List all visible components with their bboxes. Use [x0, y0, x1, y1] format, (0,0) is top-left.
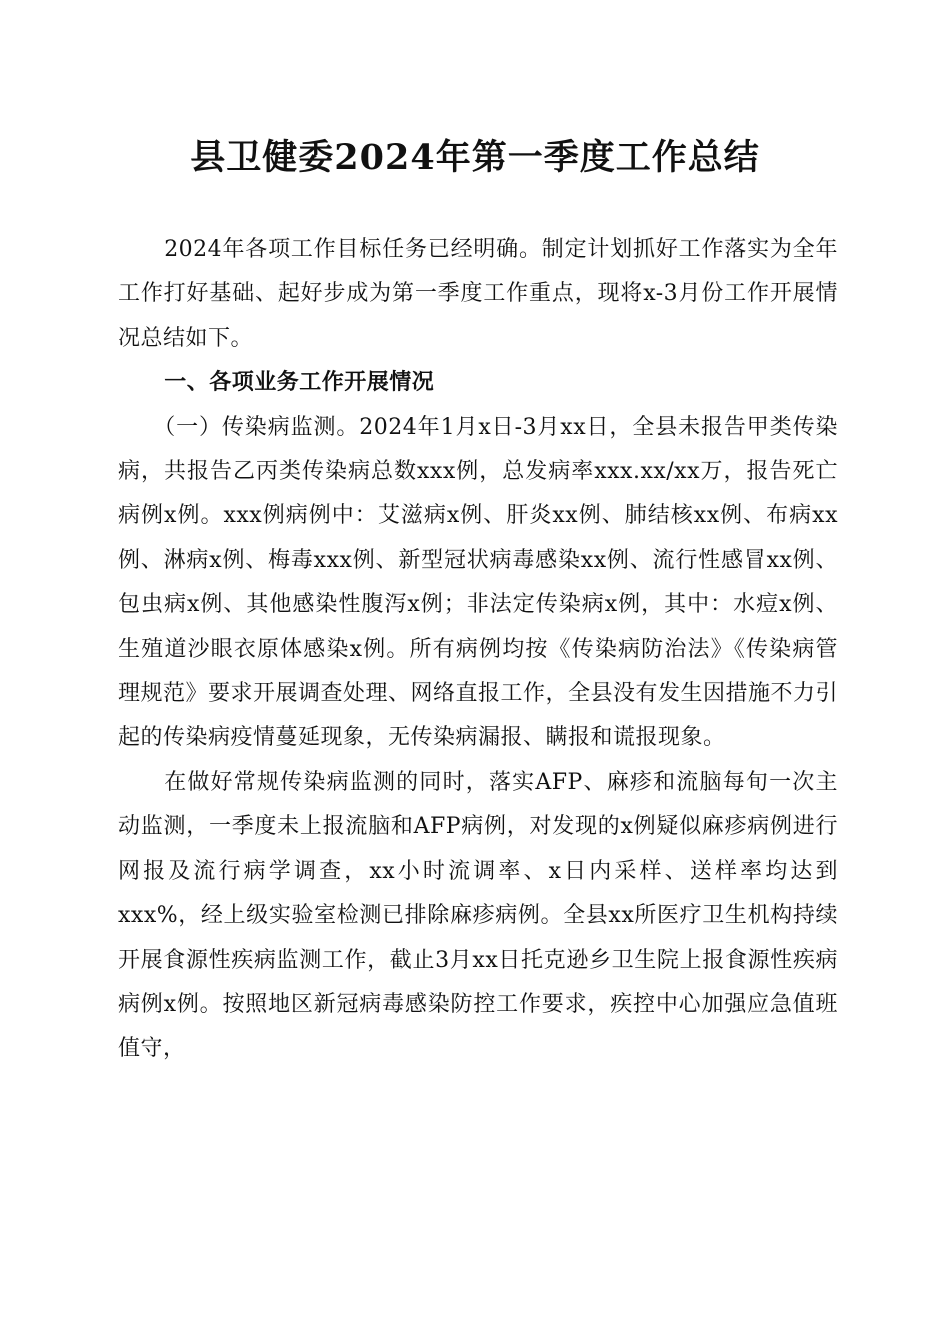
document-body: [118, 228, 838, 1072]
surveillance-paragraph: 在做好常规传染病监测的同时，落实AFP、麻疹和流脑每旬一次主动监测，一季度未上报流脑和AFP病例，对发现的x例疑似麻疹病例进行网报及流行病学调查，xx小时流调率、x日内采样、送样率均达到xxx%，经上级实验室检测已排除麻疹病例。全县xx所医疗卫生机构持续开展食源性疾病监测工作，截止3月xx日托克逊乡卫生院上报食源性疾病病例x例。按照地区新冠病毒感染防控工作要求，疾控中心加强应急值班值守，: [118, 769, 838, 1062]
intro-paragraph: 2024年各项工作目标任务已经明确。制定计划抓好工作落实为全年工作打好基础、起好步成为第一季度工作重点，现将x-3月份工作开展情况总结如下。: [118, 237, 838, 351]
document-title: 县卫健委2024年第一季度工作总结: [190, 137, 760, 178]
section-heading: 一、各项业务工作开展情况: [164, 370, 435, 396]
infectious-disease-paragraph: （一）传染病监测。2024年1月x日-3月xx日，全县未报告甲类传染病，共报告乙丙类传染病总数xxx例，总发病率xxx.xx/xx万，报告死亡病例x例。xxx例病例中：艾滋病x例、肝炎xx例、肺结核xx例、布病xx例、淋病x例、梅毒xxx例、新型冠状病毒感染xx例、流行性感冒xx例、包虫病x例、其他感染性腹泻x例；非法定传染病x例，其中：水痘x例、生殖道沙眼衣原体感染x例。所有病例均按《传染病防治法》《传染病管理规范》要求开展调查处理、网络直报工作，全县没有发生因措施不力引起的传染病疫情蔓延现象，无传染病漏报、瞒报和谎报现象。: [118, 414, 839, 751]
